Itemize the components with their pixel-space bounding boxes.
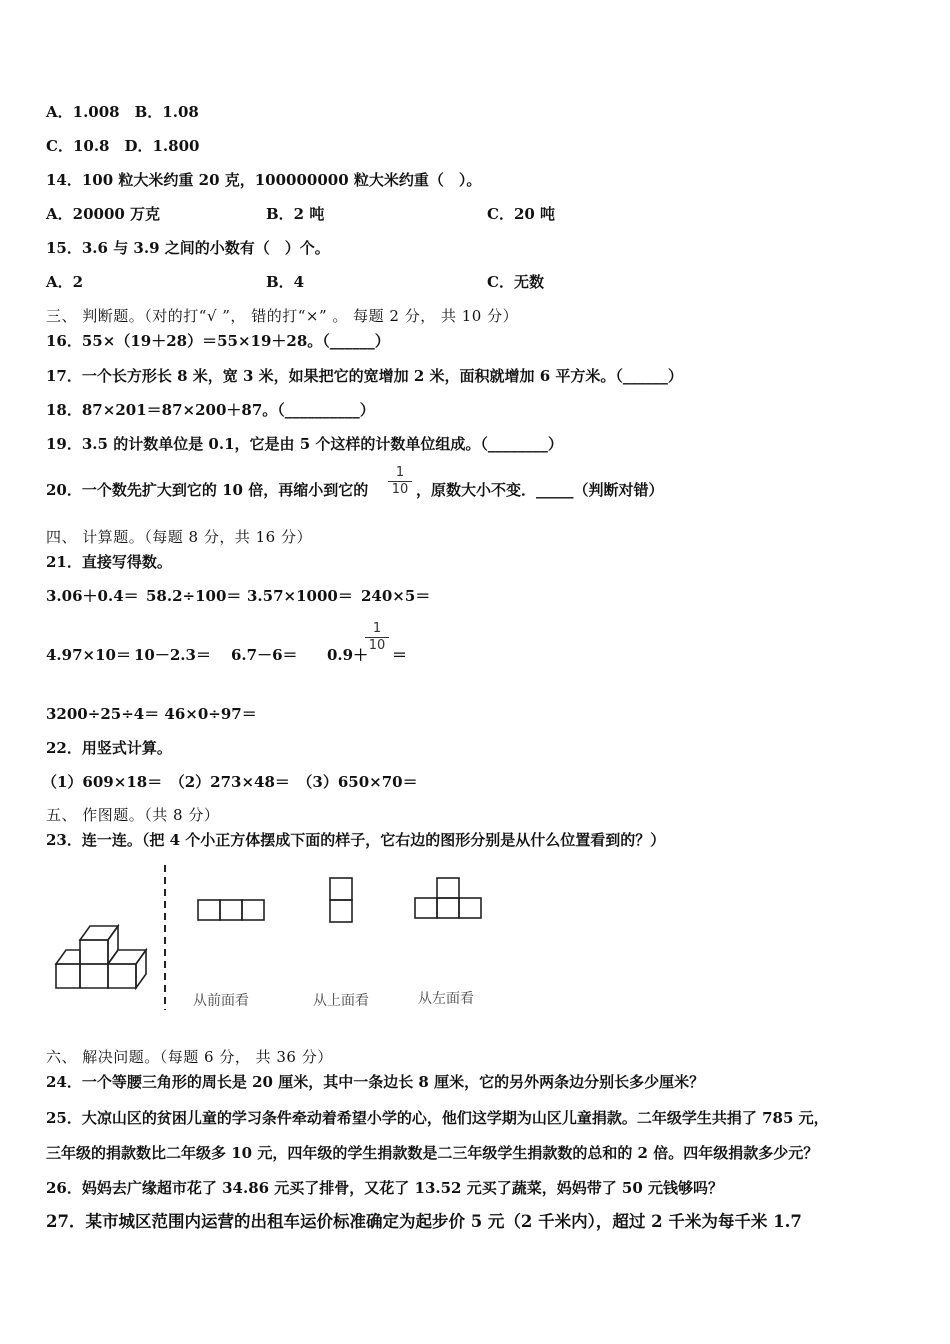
calc-r2-c1: 4.97×10＝: [46, 646, 131, 664]
calc-r3: 3200÷25÷4＝ 46×0÷97＝: [46, 705, 257, 723]
calc-r2-c4: 0.9＋: [327, 646, 369, 664]
section5-title: 五、 作图题。（共 8 分）: [46, 806, 220, 824]
q18: 18．87×201＝87×200＋87。（__________）: [46, 401, 375, 419]
calc-r1-c2: 58.2÷100＝: [146, 587, 242, 605]
q27: 27．某市城区范围内运营的出租车运价标准确定为起步价 5 元（2 千米内），超过 2 千米为每千米 1.7: [46, 1212, 802, 1231]
q20-fraction-denominator: 10: [391, 482, 409, 497]
calc-r1-c4: 240×5＝: [361, 587, 431, 605]
caption-top-view: 从上面看: [313, 993, 369, 1009]
q14-option-a: A．20000 万克: [46, 205, 161, 223]
calc-r2-equals: ＝: [392, 646, 408, 664]
q14-option-b: B．2 吨: [266, 205, 325, 223]
q15-stem: 15．3.6 与 3.9 之间的小数有（ ）个。: [46, 239, 330, 257]
caption-front-view: 从前面看: [193, 993, 249, 1009]
q20-post: ，原数大小不变．_____（判断对错）: [416, 481, 664, 499]
q15-option-c: C．无数: [487, 273, 544, 291]
calc-r2-fraction-denominator: 10: [368, 638, 386, 653]
section4-title: 四、 计算题。（每题 8 分，共 16 分）: [46, 528, 312, 546]
cube-stack-drawing: [56, 926, 146, 988]
q25-line2: 三年级的捐款数比二年级多 10 元，四年级的学生捐款数是二三年级学生捐款数的总和的 2 倍。四年级捐款多少元？: [46, 1144, 819, 1162]
q15-option-a: A．2: [46, 273, 84, 291]
calc-r1-c3: 3.57×1000＝: [247, 587, 353, 605]
q24: 24．一个等腰三角形的周长是 20 厘米，其中一条边长 8 厘米，它的另外两条边分别长多少厘米？: [46, 1073, 705, 1091]
q13-options-line2: C．10.8 D．1.800: [46, 137, 200, 155]
q25-line1: 25．大凉山区的贫困儿童的学习条件牵动着希望小学的心，他们这学期为山区儿童捐款。二年级学生共捐了 785 元，: [46, 1109, 829, 1127]
q15-option-b: B．4: [266, 273, 305, 291]
section6-title: 六、 解决问题。（每题 6 分， 共 36 分）: [46, 1048, 333, 1066]
q20-pre: 20．一个数先扩大到它的 10 倍，再缩小到它的: [46, 481, 369, 499]
section3-title: 三、 判断题。（对的打“√ ”， 错的打“×” 。 每题 2 分， 共 10 分）: [46, 307, 519, 325]
calc-r2-c2: 10－2.3＝: [134, 646, 211, 664]
q14-option-c: C．20 吨: [487, 205, 556, 223]
q14-stem: 14．100 粒大米约重 20 克，100000000 粒大米约重（ ）。: [46, 171, 482, 189]
q20-fraction-numerator: 1: [395, 465, 405, 480]
q16: 16．55×（19＋28）＝55×19＋28。（______）: [46, 332, 390, 350]
q20-fraction: [388, 466, 412, 497]
q22-items: （1）609×18＝ （2）273×48＝ （3）650×70＝: [42, 773, 418, 791]
q17: 17．一个长方形长 8 米，宽 3 米，如果把它的宽增加 2 米，面积就增加 6 平方米。（______）: [46, 367, 683, 385]
q19: 19．3.5 的计数单位是 0.1，它是由 5 个这样的计数单位组成。（________）: [46, 435, 563, 453]
q23: 23．连一连。（把 4 个小正方体摆成下面的样子，它右边的图形分别是从什么位置看到的？）: [46, 831, 666, 849]
q22: 22．用竖式计算。: [46, 739, 172, 757]
view-left-shape: [415, 878, 481, 918]
q21: 21．直接写得数。: [46, 553, 172, 571]
view-top-shape: [330, 878, 352, 922]
calc-r2-fraction: [365, 622, 389, 653]
q26: 26．妈妈去广缘超市花了 34.86 元买了排骨，又花了 13.52 元买了蔬菜，妈妈带了 50 元钱够吗？: [46, 1179, 724, 1197]
view-front-shape: [198, 900, 264, 920]
calc-r2-c3: 6.7－6＝: [231, 646, 298, 664]
calc-r1-c1: 3.06＋0.4＝: [46, 587, 139, 605]
q13-options-line1: A．1.008 B．1.08: [46, 103, 199, 121]
caption-left-view: 从左面看: [418, 991, 474, 1007]
calc-r2-fraction-numerator: 1: [372, 621, 382, 636]
